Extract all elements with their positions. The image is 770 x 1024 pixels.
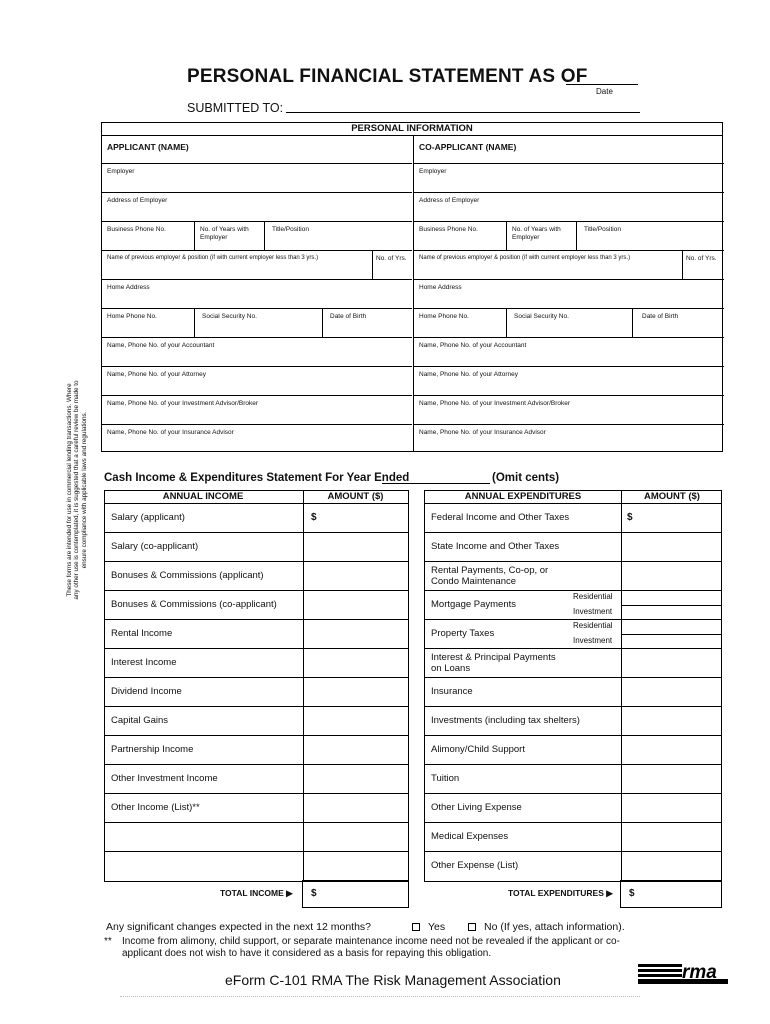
income-dollar-sign: $ bbox=[311, 512, 317, 523]
total-expenditures-label: TOTAL EXPENDITURES ▶ bbox=[508, 888, 613, 898]
accountant-label: Name, Phone No. of your Accountant bbox=[419, 342, 527, 349]
applicant-previous-employer-row[interactable] bbox=[102, 251, 412, 280]
income-amount-heading: AMOUNT ($) bbox=[327, 491, 384, 502]
home-phone-label: Home Phone No. bbox=[107, 313, 157, 320]
yes-checkbox[interactable] bbox=[412, 923, 420, 931]
home-address-label: Home Address bbox=[419, 284, 462, 291]
income-row-label: Dividend Income bbox=[111, 686, 182, 697]
no-of-yrs-label: No. of Yrs. bbox=[376, 255, 407, 262]
applicant-employer-field[interactable] bbox=[102, 164, 412, 193]
legal-side-note: These forms are intended for use in commercial lending transactions. Where any other use is contemplated, it is suggested that a careful review be made to ensure compliance with applicable laws and regulations. bbox=[66, 380, 88, 600]
income-row[interactable] bbox=[105, 765, 408, 794]
submitted-to-label: SUBMITTED TO: bbox=[187, 101, 284, 115]
income-row-label: Salary (applicant) bbox=[111, 512, 185, 523]
total-income-dollar: $ bbox=[311, 888, 317, 899]
expenditure-row[interactable] bbox=[425, 794, 721, 823]
employer-label: Employer bbox=[419, 168, 447, 175]
applicant-name-field[interactable] bbox=[102, 135, 412, 164]
investment-label: Investment bbox=[573, 607, 613, 616]
expenditure-row-label: Property Taxes bbox=[431, 628, 495, 639]
expenditure-row[interactable] bbox=[425, 620, 721, 649]
income-row[interactable] bbox=[105, 852, 408, 881]
alimony-note: Income from alimony, child support, or separate maintenance income need not be revealed if the applicant or co-applicant does not wish to have it considered as a basis for repaying this obligation. bbox=[122, 936, 620, 959]
total-expenditures-box[interactable] bbox=[620, 880, 722, 908]
income-row[interactable] bbox=[105, 533, 408, 562]
co-applicant-name-label: CO-APPLICANT (NAME) bbox=[419, 142, 517, 152]
co-applicant-previous-employer-row[interactable] bbox=[414, 251, 724, 280]
year-ended-input-line[interactable] bbox=[382, 483, 490, 484]
employer-label: Employer bbox=[107, 168, 135, 175]
investment-advisor-label: Name, Phone No. of your Investment Advisor/Broker bbox=[419, 400, 571, 407]
expenditure-row-label: State Income and Other Taxes bbox=[431, 541, 560, 552]
co-applicant-insurance-advisor-field[interactable] bbox=[414, 425, 724, 452]
attorney-label: Name, Phone No. of your Attorney bbox=[419, 371, 518, 378]
business-phone-label: Business Phone No. bbox=[419, 226, 478, 233]
co-applicant-home-address-field[interactable] bbox=[414, 280, 724, 309]
income-row-label: Bonuses & Commissions (co-applicant) bbox=[111, 599, 277, 610]
expenditure-row-label: Tuition bbox=[431, 773, 460, 784]
expenditure-row-label: Medical Expenses bbox=[431, 831, 509, 842]
income-row-label: Other Income (List)** bbox=[111, 802, 200, 813]
expenditure-row[interactable] bbox=[425, 707, 721, 736]
total-expend-dollar: $ bbox=[629, 888, 635, 899]
applicant-name-label: APPLICANT (NAME) bbox=[107, 142, 189, 152]
expenditure-row[interactable] bbox=[425, 533, 721, 562]
expenditure-row-label: Rental Payments, Co-op, or Condo Maintenance bbox=[431, 565, 549, 587]
dob-label: Date of Birth bbox=[330, 313, 367, 320]
co-applicant-investment-advisor-field[interactable] bbox=[414, 396, 724, 425]
income-row[interactable] bbox=[105, 504, 408, 533]
amount-split-line bbox=[621, 634, 721, 635]
total-income-box[interactable] bbox=[302, 880, 409, 908]
no-label: No (If yes, attach information). bbox=[484, 921, 625, 933]
income-row-label: Other Investment Income bbox=[111, 773, 218, 784]
no-of-yrs-label: No. of Yrs. bbox=[686, 255, 717, 262]
annual-income-heading: ANNUAL INCOME bbox=[162, 491, 244, 502]
business-phone-label: Business Phone No. bbox=[107, 226, 166, 233]
insurance-advisor-label: Name, Phone No. of your Insurance Advisor bbox=[419, 429, 546, 436]
years-with-employer-label: No. of Years with Employer bbox=[200, 226, 249, 241]
expenditure-row[interactable] bbox=[425, 823, 721, 852]
expenditure-row[interactable] bbox=[425, 649, 721, 678]
expenditure-row-label: Insurance bbox=[431, 686, 473, 697]
amount-split-line bbox=[621, 605, 721, 606]
applicant-home-phone-row[interactable] bbox=[102, 309, 412, 338]
expend-amount-heading: AMOUNT ($) bbox=[644, 491, 700, 502]
personal-information-heading: PERSONAL INFORMATION bbox=[102, 123, 722, 136]
expenditure-row-label: Investments (including tax shelters) bbox=[431, 715, 580, 726]
previous-employer-label: Name of previous employer & position (if with current employer less than 3 yrs.) bbox=[107, 255, 319, 261]
annual-expenditures-heading: ANNUAL EXPENDITURES bbox=[464, 491, 582, 502]
co-applicant-home-phone-row[interactable] bbox=[414, 309, 724, 338]
form-title: PERSONAL FINANCIAL STATEMENT AS OF bbox=[187, 66, 588, 87]
co-applicant-employer-field[interactable] bbox=[414, 164, 724, 193]
co-applicant-column bbox=[413, 135, 724, 452]
income-row[interactable] bbox=[105, 794, 408, 823]
accountant-label: Name, Phone No. of your Accountant bbox=[107, 342, 215, 349]
residential-label: Residential bbox=[573, 621, 613, 630]
eform-footer: eForm C-101 RMA The Risk Management Association bbox=[225, 972, 561, 988]
applicant-insurance-advisor-field[interactable] bbox=[102, 425, 412, 452]
income-row[interactable] bbox=[105, 591, 408, 620]
income-row-label: Capital Gains bbox=[111, 715, 169, 726]
expenditure-row[interactable] bbox=[425, 736, 721, 765]
expenditure-row[interactable] bbox=[425, 678, 721, 707]
income-row[interactable] bbox=[105, 707, 408, 736]
income-row-label: Salary (co-applicant) bbox=[111, 541, 199, 552]
dob-label: Date of Birth bbox=[642, 313, 679, 320]
note-asterisks: ** bbox=[104, 936, 112, 947]
expenditure-row-label: Other Expense (List) bbox=[431, 860, 519, 871]
co-applicant-accountant-field[interactable] bbox=[414, 338, 724, 367]
expenditure-row[interactable] bbox=[425, 852, 721, 881]
significant-changes-question: Any significant changes expected in the next 12 months? bbox=[106, 921, 372, 933]
home-address-label: Home Address bbox=[107, 284, 150, 291]
income-row[interactable] bbox=[105, 649, 408, 678]
rma-logo bbox=[636, 960, 732, 988]
ssn-label: Social Security No. bbox=[202, 313, 257, 320]
submitted-to-input-line[interactable] bbox=[286, 112, 640, 113]
footer-dotted-rule bbox=[120, 996, 640, 997]
ssn-label: Social Security No. bbox=[514, 313, 569, 320]
residential-label: Residential bbox=[573, 592, 613, 601]
years-with-employer-label: No. of Years with Employer bbox=[512, 226, 561, 241]
annual-expenditures-table bbox=[424, 490, 722, 882]
yes-label: Yes bbox=[428, 921, 446, 933]
date-label: Date bbox=[596, 87, 613, 96]
income-row[interactable] bbox=[105, 736, 408, 765]
applicant-attorney-field[interactable] bbox=[102, 367, 412, 396]
applicant-home-address-field[interactable] bbox=[102, 280, 412, 309]
investment-label: Investment bbox=[573, 636, 613, 645]
expenditure-row[interactable] bbox=[425, 562, 721, 591]
total-income-label: TOTAL INCOME ▶ bbox=[220, 888, 293, 898]
income-table-header bbox=[105, 491, 408, 504]
previous-employer-label: Name of previous employer & position (if with current employer less than 3 yrs.) bbox=[419, 255, 631, 261]
expenditure-row-label: Federal Income and Other Taxes bbox=[431, 512, 570, 523]
expenditure-row-label: Alimony/Child Support bbox=[431, 744, 525, 755]
expenditure-row[interactable] bbox=[425, 591, 721, 620]
expenditure-row[interactable] bbox=[425, 765, 721, 794]
co-applicant-name-field[interactable] bbox=[414, 135, 724, 164]
income-row-label: Bonuses & Commissions (applicant) bbox=[111, 570, 264, 581]
income-row[interactable] bbox=[105, 678, 408, 707]
co-applicant-employer-address-field[interactable] bbox=[414, 193, 724, 222]
attorney-label: Name, Phone No. of your Attorney bbox=[107, 371, 206, 378]
date-input-line[interactable] bbox=[566, 84, 638, 85]
personal-information-table bbox=[101, 122, 723, 452]
title-position-label: Title/Position bbox=[272, 226, 309, 233]
title-position-label: Title/Position bbox=[584, 226, 621, 233]
employer-address-label: Address of Employer bbox=[419, 197, 480, 204]
no-checkbox[interactable] bbox=[468, 923, 476, 931]
applicant-employer-address-field[interactable] bbox=[102, 193, 412, 222]
applicant-column bbox=[102, 135, 412, 452]
expend-table-header bbox=[425, 491, 721, 504]
expenditure-row-label: Other Living Expense bbox=[431, 802, 522, 813]
cash-statement-title: Cash Income & Expenditures Statement For Year Ended bbox=[104, 472, 410, 484]
employer-address-label: Address of Employer bbox=[107, 197, 168, 204]
applicant-business-row[interactable] bbox=[102, 222, 412, 251]
annual-income-table bbox=[104, 490, 409, 882]
income-row-label: Rental Income bbox=[111, 628, 173, 639]
home-phone-label: Home Phone No. bbox=[419, 313, 469, 320]
insurance-advisor-label: Name, Phone No. of your Insurance Advisor bbox=[107, 429, 234, 436]
income-row[interactable] bbox=[105, 823, 408, 852]
investment-advisor-label: Name, Phone No. of your Investment Advisor/Broker bbox=[107, 400, 259, 407]
applicant-accountant-field[interactable] bbox=[102, 338, 412, 367]
co-applicant-attorney-field[interactable] bbox=[414, 367, 724, 396]
expend-dollar-sign: $ bbox=[627, 512, 633, 523]
rma-logo-text: rma bbox=[682, 962, 717, 983]
income-row-label: Partnership Income bbox=[111, 744, 194, 755]
expenditure-row-label: Interest & Principal Payments on Loans bbox=[431, 652, 556, 674]
co-applicant-business-row[interactable] bbox=[414, 222, 724, 251]
applicant-investment-advisor-field[interactable] bbox=[102, 396, 412, 425]
income-row[interactable] bbox=[105, 562, 408, 591]
income-row[interactable] bbox=[105, 620, 408, 649]
expenditure-row-label: Mortgage Payments bbox=[431, 599, 517, 610]
income-row-label: Interest Income bbox=[111, 657, 177, 668]
omit-cents-label: (Omit cents) bbox=[492, 472, 560, 484]
expenditure-row[interactable] bbox=[425, 504, 721, 533]
